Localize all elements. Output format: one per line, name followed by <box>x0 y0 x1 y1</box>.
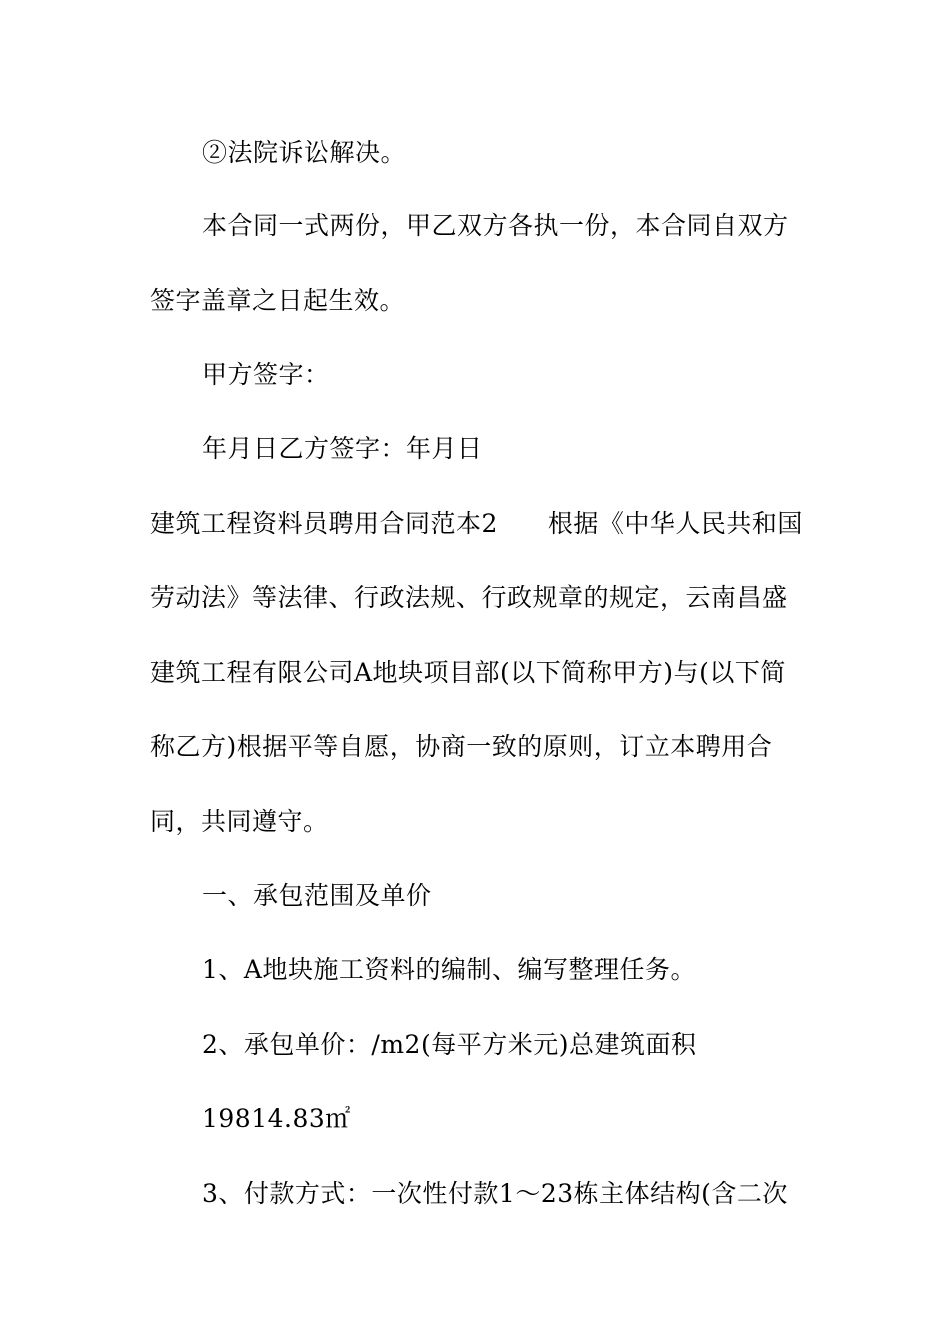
section-heading: 一、承包范围及单价 <box>202 881 432 910</box>
paragraph-line: ②法院诉讼解决。 <box>202 138 407 167</box>
paragraph-line: 2、承包单价：/m2(每平方米元)总建筑面积 <box>202 1030 697 1059</box>
contract-title: 建筑工程资料员聘用合同范本2 <box>150 509 498 538</box>
paragraph-line: 19814.83㎡ <box>202 1104 351 1133</box>
paragraph-line: 甲方签字： <box>202 360 330 389</box>
paragraph-start: 根据《中华人民共和国 <box>547 509 803 538</box>
paragraph-line: 建筑工程有限公司A地块项目部(以下简称甲方)与(以下简 <box>150 658 786 687</box>
paragraph-line: 签字盖章之日起生效。 <box>150 286 406 315</box>
paragraph-line: 本合同一式两份，甲乙双方各执一份，本合同自双方 <box>202 211 789 240</box>
paragraph-line: 称乙方)根据平等自愿，协商一致的原则，订立本聘用合 <box>150 732 773 761</box>
paragraph-line: 年月日乙方签字：年月日 <box>202 434 483 463</box>
paragraph-line: 1、A地块施工资料的编制、编写整理任务。 <box>202 955 696 984</box>
section-heading-line <box>150 504 830 544</box>
paragraph-line: 劳动法》等法律、行政法规、行政规章的规定，云南昌盛 <box>150 583 788 612</box>
paragraph-line: 3、付款方式：一次性付款1～23栋主体结构(含二次 <box>202 1179 788 1208</box>
paragraph-line: 同，共同遵守。 <box>150 807 329 836</box>
